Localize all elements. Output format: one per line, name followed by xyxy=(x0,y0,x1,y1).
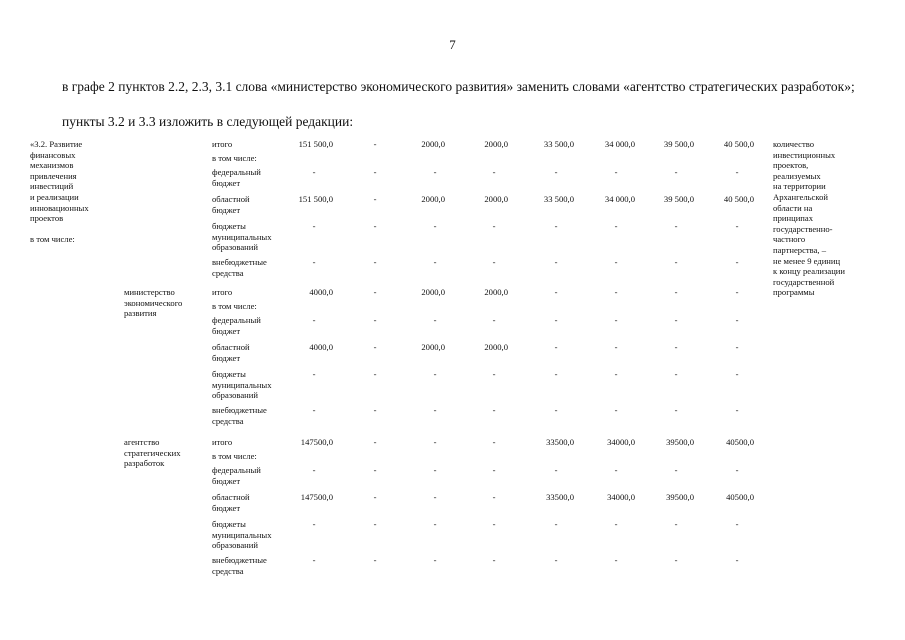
funding-source-label: бюджеты xyxy=(212,369,246,379)
program-item-text: в том числе: xyxy=(30,234,75,245)
funding-source-label: бюджет xyxy=(212,475,241,486)
funding-source-label: областной xyxy=(212,492,250,502)
executor-name: экономического xyxy=(124,297,183,308)
program-item-text: привлечения xyxy=(30,170,77,181)
funding-source-label: образований xyxy=(212,242,258,253)
indicator-text: Архангельской xyxy=(773,192,828,202)
value-dash: - xyxy=(492,405,496,415)
funding-source-label: в том числе: xyxy=(212,301,257,311)
value-dash: - xyxy=(373,369,377,379)
funding-source-label: бюджеты xyxy=(212,221,246,231)
value-cell: 39 500,0 xyxy=(663,194,694,204)
value-dash: - xyxy=(373,437,377,447)
value-dash: - xyxy=(373,519,377,529)
funding-source-label: федеральный xyxy=(212,167,261,177)
funding-source-label: бюджеты xyxy=(212,519,246,529)
value-cell: 151 500,0 xyxy=(298,139,333,149)
executor-name: министерство xyxy=(124,287,175,297)
value-dash: - xyxy=(554,405,558,415)
value-cell: 2000,0 xyxy=(421,194,445,204)
value-dash: - xyxy=(492,257,496,267)
value-dash: - xyxy=(373,194,377,204)
value-dash: - xyxy=(674,519,678,529)
value-dash: - xyxy=(492,437,496,447)
value-dash: - xyxy=(674,369,678,379)
value-dash: - xyxy=(735,221,739,231)
indicator-text: инвестиционных xyxy=(773,149,836,160)
intro-paragraph-1: в графе 2 пунктов 2.2, 2.3, 3.1 слова «министерство экономического развития» заменить словами «агентство стратегических разработок»; xyxy=(62,79,855,94)
indicator-text: количество xyxy=(773,139,815,149)
value-cell: 34000,0 xyxy=(607,492,635,502)
funding-source-label: бюджет xyxy=(212,352,241,363)
value-dash: - xyxy=(312,167,316,177)
value-dash: - xyxy=(373,315,377,325)
value-dash: - xyxy=(554,465,558,475)
value-dash: - xyxy=(433,167,437,177)
funding-source-label: внебюджетные xyxy=(212,257,267,267)
funding-source-label: бюджет xyxy=(212,177,241,188)
funding-source-label: областной xyxy=(212,342,250,352)
value-cell: 34000,0 xyxy=(607,437,635,447)
value-cell: 2000,0 xyxy=(421,139,445,149)
value-dash: - xyxy=(735,315,739,325)
value-dash: - xyxy=(735,519,739,529)
value-dash: - xyxy=(492,555,496,565)
value-dash: - xyxy=(312,555,316,565)
value-dash: - xyxy=(373,167,377,177)
funding-source-label: итого xyxy=(212,139,233,149)
value-dash: - xyxy=(674,405,678,415)
funding-source-label: муниципальных xyxy=(212,529,272,540)
value-dash: - xyxy=(614,315,618,325)
indicator-text: партнерства, – xyxy=(773,245,826,255)
value-dash: - xyxy=(735,555,739,565)
program-item-text: инвестиций xyxy=(30,181,74,192)
value-dash: - xyxy=(614,167,618,177)
value-cell: 2000,0 xyxy=(484,194,508,204)
indicator-text: государственно- xyxy=(773,223,833,234)
value-dash: - xyxy=(373,287,377,297)
value-dash: - xyxy=(312,369,316,379)
funding-source-label: внебюджетные xyxy=(212,405,267,415)
value-dash: - xyxy=(433,555,437,565)
value-cell: 39500,0 xyxy=(666,437,694,447)
value-dash: - xyxy=(433,437,437,447)
funding-source-label: в том числе: xyxy=(212,451,257,461)
value-dash: - xyxy=(373,465,377,475)
value-dash: - xyxy=(554,257,558,267)
value-dash: - xyxy=(735,257,739,267)
value-dash: - xyxy=(674,315,678,325)
value-cell: 34 000,0 xyxy=(604,194,635,204)
value-dash: - xyxy=(614,369,618,379)
value-dash: - xyxy=(735,369,739,379)
funding-source-label: бюджет xyxy=(212,502,241,513)
program-item-text: финансовых xyxy=(30,149,76,160)
value-dash: - xyxy=(614,465,618,475)
value-dash: - xyxy=(433,492,437,502)
funding-source-label: муниципальных xyxy=(212,231,272,242)
value-cell: 33 500,0 xyxy=(543,139,574,149)
value-dash: - xyxy=(554,167,558,177)
funding-source-label: федеральный xyxy=(212,465,261,475)
value-cell: 2000,0 xyxy=(484,139,508,149)
value-dash: - xyxy=(674,342,678,352)
value-cell: 147500,0 xyxy=(300,492,333,502)
program-item-text: механизмов xyxy=(30,160,74,171)
value-dash: - xyxy=(433,221,437,231)
funding-source-label: федеральный xyxy=(212,315,261,325)
funding-source-label: средства xyxy=(212,267,244,278)
value-dash: - xyxy=(614,519,618,529)
value-dash: - xyxy=(735,287,739,297)
value-cell: 40500,0 xyxy=(726,437,754,447)
value-dash: - xyxy=(492,465,496,475)
value-dash: - xyxy=(554,555,558,565)
value-dash: - xyxy=(554,519,558,529)
value-dash: - xyxy=(373,139,377,149)
value-dash: - xyxy=(373,492,377,502)
value-dash: - xyxy=(312,221,316,231)
funding-source-label: средства xyxy=(212,565,244,576)
value-dash: - xyxy=(674,257,678,267)
value-dash: - xyxy=(674,555,678,565)
page-number: 7 xyxy=(449,37,456,52)
value-dash: - xyxy=(674,221,678,231)
value-cell: 33 500,0 xyxy=(543,194,574,204)
value-dash: - xyxy=(433,519,437,529)
value-cell: 33500,0 xyxy=(546,492,574,502)
value-dash: - xyxy=(373,405,377,415)
value-cell: 151 500,0 xyxy=(298,194,333,204)
value-cell: 147500,0 xyxy=(300,437,333,447)
value-cell: 2000,0 xyxy=(421,287,445,297)
funding-source-label: образований xyxy=(212,540,258,551)
funding-source-label: итого xyxy=(212,287,233,297)
value-dash: - xyxy=(373,342,377,352)
value-dash: - xyxy=(312,257,316,267)
value-dash: - xyxy=(312,405,316,415)
program-item-text: «3.2. Развитие xyxy=(30,139,83,149)
value-dash: - xyxy=(614,221,618,231)
value-cell: 2000,0 xyxy=(421,342,445,352)
value-dash: - xyxy=(735,342,739,352)
indicator-text: области на xyxy=(773,202,813,213)
executor-name: агентство xyxy=(124,437,160,447)
value-dash: - xyxy=(433,315,437,325)
value-dash: - xyxy=(492,369,496,379)
funding-source-label: бюджет xyxy=(212,325,241,336)
value-dash: - xyxy=(312,315,316,325)
value-dash: - xyxy=(312,465,316,475)
value-dash: - xyxy=(433,369,437,379)
program-item-text: и реализации xyxy=(30,192,79,202)
value-dash: - xyxy=(373,221,377,231)
value-dash: - xyxy=(492,315,496,325)
value-dash: - xyxy=(433,465,437,475)
value-cell: 40 500,0 xyxy=(723,194,754,204)
indicator-text: не менее 9 единиц xyxy=(773,255,841,266)
funding-source-label: образований xyxy=(212,390,258,401)
value-dash: - xyxy=(433,257,437,267)
value-cell: 39 500,0 xyxy=(663,139,694,149)
value-dash: - xyxy=(735,167,739,177)
value-dash: - xyxy=(735,405,739,415)
indicator-text: реализуемых xyxy=(773,170,821,181)
indicator-text: государственной xyxy=(773,276,835,287)
value-dash: - xyxy=(614,405,618,415)
value-dash: - xyxy=(614,342,618,352)
indicator-text: принципах xyxy=(773,213,814,224)
value-dash: - xyxy=(554,221,558,231)
value-dash: - xyxy=(554,342,558,352)
value-dash: - xyxy=(492,167,496,177)
value-dash: - xyxy=(492,492,496,502)
funding-source-label: в том числе: xyxy=(212,153,257,163)
indicator-text: к концу реализации xyxy=(773,266,846,277)
value-dash: - xyxy=(554,287,558,297)
funding-source-label: областной xyxy=(212,194,250,204)
executor-name: стратегических xyxy=(124,447,181,458)
value-cell: 33500,0 xyxy=(546,437,574,447)
funding-source-label: средства xyxy=(212,415,244,426)
indicator-text: на территории xyxy=(773,181,826,192)
funding-source-label: бюджет xyxy=(212,204,241,215)
value-dash: - xyxy=(674,167,678,177)
value-cell: 34 000,0 xyxy=(604,139,635,149)
value-dash: - xyxy=(614,287,618,297)
value-dash: - xyxy=(674,465,678,475)
value-dash: - xyxy=(614,555,618,565)
value-dash: - xyxy=(373,555,377,565)
value-dash: - xyxy=(492,519,496,529)
indicator-text: проектов, xyxy=(773,160,809,171)
value-dash: - xyxy=(674,287,678,297)
value-cell: 40500,0 xyxy=(726,492,754,502)
executor-name: развития xyxy=(124,308,157,319)
value-dash: - xyxy=(735,465,739,475)
value-dash: - xyxy=(433,405,437,415)
program-item-text: проектов xyxy=(30,213,64,224)
indicator-text: программы xyxy=(773,287,815,298)
value-cell: 2000,0 xyxy=(484,287,508,297)
funding-source-label: муниципальных xyxy=(212,379,272,390)
value-dash: - xyxy=(554,369,558,379)
program-item-text: инновационных xyxy=(30,202,89,213)
funding-source-label: итого xyxy=(212,437,233,447)
value-dash: - xyxy=(373,257,377,267)
executor-name: разработок xyxy=(124,458,165,469)
value-cell: 2000,0 xyxy=(484,342,508,352)
value-dash: - xyxy=(492,221,496,231)
value-cell: 39500,0 xyxy=(666,492,694,502)
value-dash: - xyxy=(312,519,316,529)
funding-source-label: внебюджетные xyxy=(212,555,267,565)
value-cell: 4000,0 xyxy=(309,287,333,297)
indicator-text: частного xyxy=(773,234,806,245)
value-dash: - xyxy=(614,257,618,267)
value-cell: 40 500,0 xyxy=(723,139,754,149)
intro-paragraph-2: пункты 3.2 и 3.3 изложить в следующей редакции: xyxy=(62,114,354,129)
value-dash: - xyxy=(554,315,558,325)
value-cell: 4000,0 xyxy=(309,342,333,352)
